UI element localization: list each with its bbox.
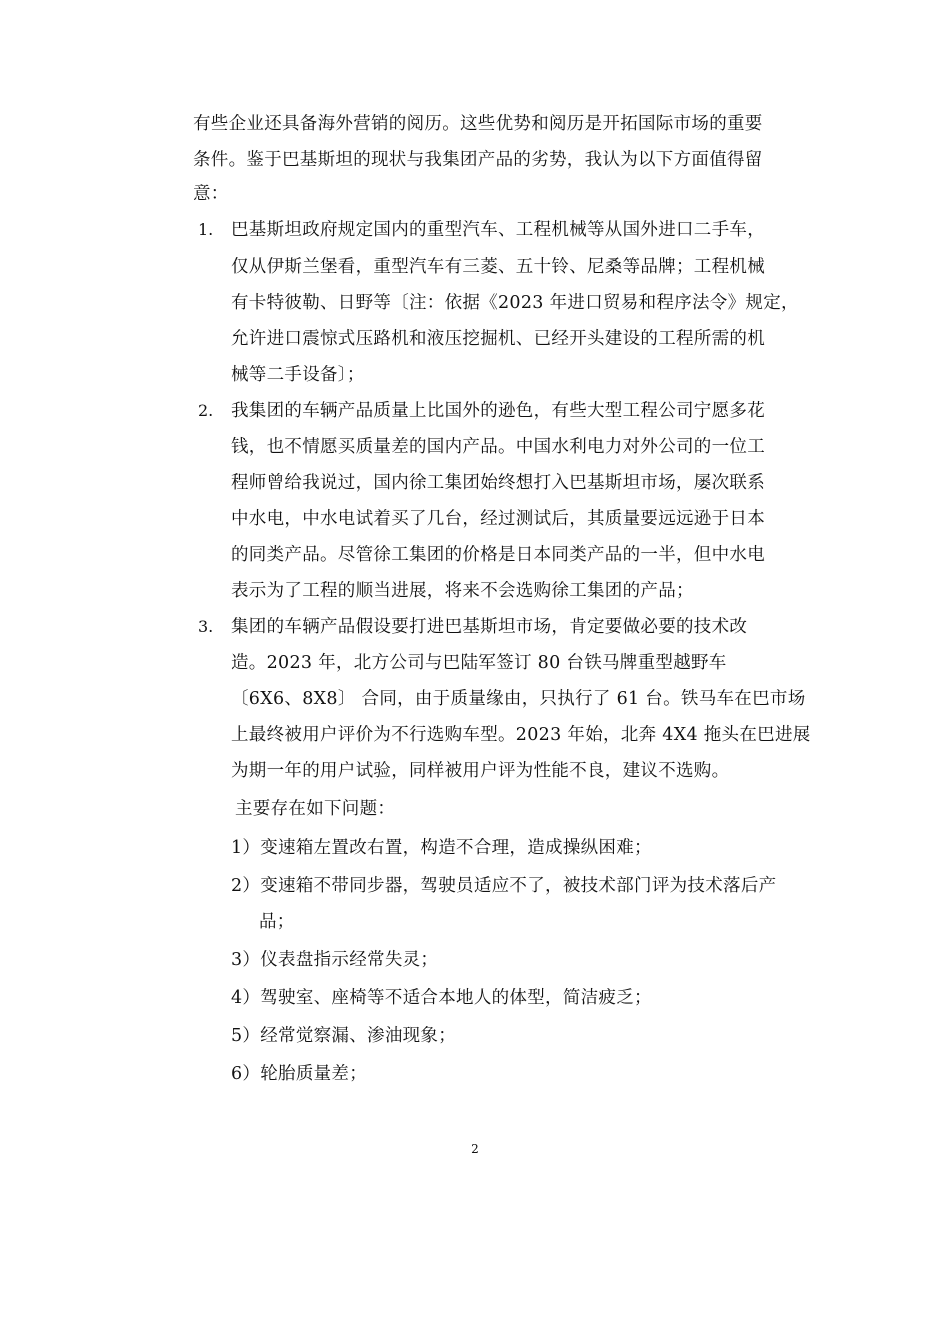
list-item-line: 的同类产品。尽管徐工集团的价格是日本同类产品的一半，但中水电	[231, 545, 765, 565]
list-item-line: 仅从伊斯兰堡看，重型汽车有三菱、五十铃、尼桑等品牌；工程机械	[231, 257, 765, 277]
list-item-line: 上最终被用户评价为不行选购车型。2023 年始，北奔 4X4 拖头在巴进展	[231, 725, 811, 745]
list-item-line: 表示为了工程的顺当进展，将来不会选购徐工集团的产品；	[231, 581, 694, 601]
list-item-line: 械等二手设备〕；	[231, 365, 365, 385]
problem-item-5: 5）经常觉察漏、渗油现象；	[231, 1026, 457, 1046]
intro-line-3: 意：	[193, 184, 229, 204]
problem-item-3: 3）仪表盘指示经常失灵；	[231, 950, 439, 970]
list-item-line: 允许进口震惊式压路机和液压挖掘机、已经开头建设的工程所需的机	[231, 329, 765, 349]
list-item-line: 集团的车辆产品假设要打进巴基斯坦市场，肯定要做必要的技术改	[231, 617, 748, 637]
list-item-line: 我集团的车辆产品质量上比国外的逊色，有些大型工程公司宁愿多花	[231, 401, 765, 421]
problems-heading: 主要存在如下问题：	[235, 799, 396, 819]
problem-item-6: 6）轮胎质量差；	[231, 1064, 368, 1084]
problem-item-2-continued: 品；	[259, 912, 295, 932]
list-item-number: 1.	[198, 220, 214, 239]
list-item-line: 造。2023 年，北方公司与巴陆军签订 80 台铁马牌重型越野车	[231, 653, 727, 673]
list-item-number: 2.	[198, 401, 214, 420]
list-item-number: 3.	[198, 617, 214, 636]
list-item-line: 钱，也不情愿买质量差的国内产品。中国水利电力对外公司的一位工	[231, 437, 765, 457]
problem-item-1: 1）变速箱左置改右置，构造不合理，造成操纵困难；	[231, 838, 652, 858]
intro-line-1: 有些企业还具备海外营销的阅历。这些优势和阅历是开拓国际市场的重要	[193, 114, 763, 134]
list-item-line: 巴基斯坦政府规定国内的重型汽车、工程机械等从国外进口二手车，	[231, 220, 765, 240]
problem-item-4: 4）驾驶室、座椅等不适合本地人的体型，简洁疲乏；	[231, 988, 652, 1008]
intro-line-2: 条件。鉴于巴基斯坦的现状与我集团产品的劣势，我认为以下方面值得留	[193, 150, 763, 170]
list-item-line: 程师曾给我说过，国内徐工集团始终想打入巴基斯坦市场，屡次联系	[231, 473, 765, 493]
list-item-line: 中水电，中水电试着买了几台，经过测试后，其质量要远远逊于日本	[231, 509, 765, 529]
problem-item-2: 2）变速箱不带同步器，驾驶员适应不了，被技术部门评为技术落后产	[231, 876, 777, 896]
list-item-line: 〔6X6、8X8〕 合同，由于质量缘由，只执行了 61 台。铁马车在巴市场	[231, 689, 806, 709]
list-item-line: 有卡特彼勒、日野等〔注：依据《2023 年进口贸易和程序法令》规定，	[231, 293, 799, 313]
list-item-line: 为期一年的用户试验，同样被用户评为性能不良，建议不选购。	[231, 761, 730, 781]
page-number: 2	[471, 1142, 479, 1156]
